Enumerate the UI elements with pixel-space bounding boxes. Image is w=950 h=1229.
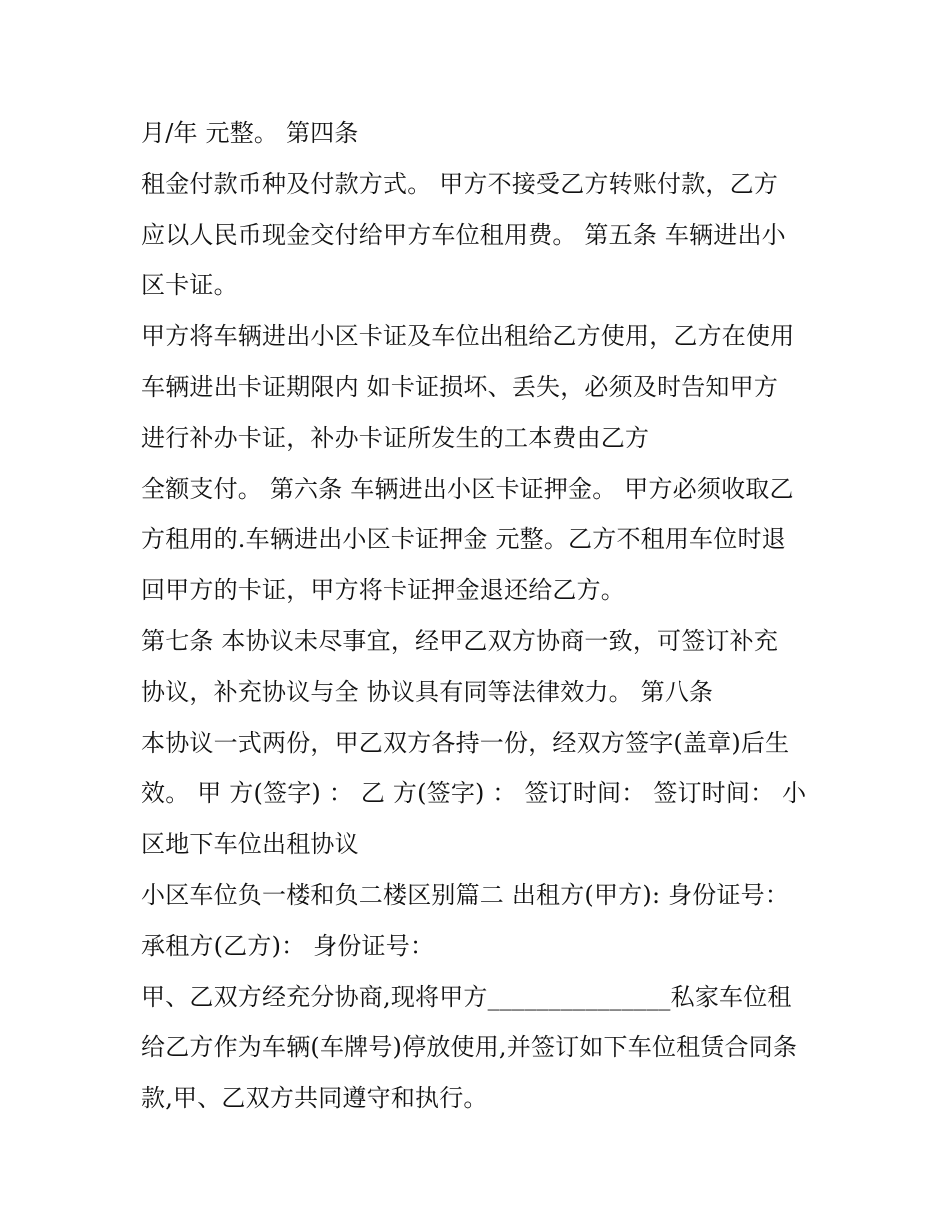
text-line: 效。 甲 方(签字) ： 乙 方(签字) ： 签订时间： 签订时间： 小 bbox=[141, 779, 807, 808]
text-line: 甲方将车辆进出小区卡证及车位出租给乙方使用，乙方在使用 bbox=[141, 322, 795, 351]
text-line: 方租用的.车辆进出小区卡证押金 元整。乙方不租用车位时退 bbox=[141, 525, 786, 554]
text-line: 承租方(乙方)： 身份证号： bbox=[141, 931, 435, 960]
text-line: 进行补办卡证，补办卡证所发生的工本费由乙方 bbox=[141, 423, 650, 452]
text-line: 款,甲、乙双方共同遵守和执行。 bbox=[141, 1084, 488, 1113]
text-line: 第七条 本协议未尽事宜，经甲乙双方协商一致，可签订补充 bbox=[141, 626, 779, 655]
text-line: 租金付款币种及付款方式。 甲方不接受乙方转账付款，乙方 bbox=[141, 169, 779, 198]
text-line: 小区车位负一楼和负二楼区别篇二 出租方(甲方): 身份证号： bbox=[141, 880, 790, 909]
text-line: 车辆进出卡证期限内 如卡证损坏、丢失，必须及时告知甲方 bbox=[141, 372, 779, 401]
text-line: 区地下车位出租协议 bbox=[141, 830, 359, 859]
text-line: 月/年 元整。 第四条 bbox=[141, 119, 359, 147]
text-line: 给乙方作为车辆(车牌号)停放使用,并签订如下车位租赁合同条 bbox=[141, 1033, 798, 1062]
text-line: 本协议一式两份，甲乙双方各持一份，经双方签字(盖章)后生 bbox=[141, 728, 790, 757]
text-line: 全额支付。 第六条 车辆进出小区卡证押金。 甲方必须收取乙 bbox=[141, 474, 794, 503]
text-line: 应以人民币现金交付给甲方车位租用费。 第五条 车辆进出小 bbox=[141, 220, 786, 249]
document-body bbox=[141, 108, 821, 1124]
text-line: 协议，补充协议与全 协议具有同等法律效力。 第八条 bbox=[141, 677, 714, 706]
text-line: 回甲方的卡证，甲方将卡证押金退还给乙方。 bbox=[141, 576, 625, 605]
text-line: 甲、乙双方经充分协商,现将甲方_______________私家车位租 bbox=[141, 982, 792, 1011]
text-line: 区卡证。 bbox=[141, 271, 238, 300]
